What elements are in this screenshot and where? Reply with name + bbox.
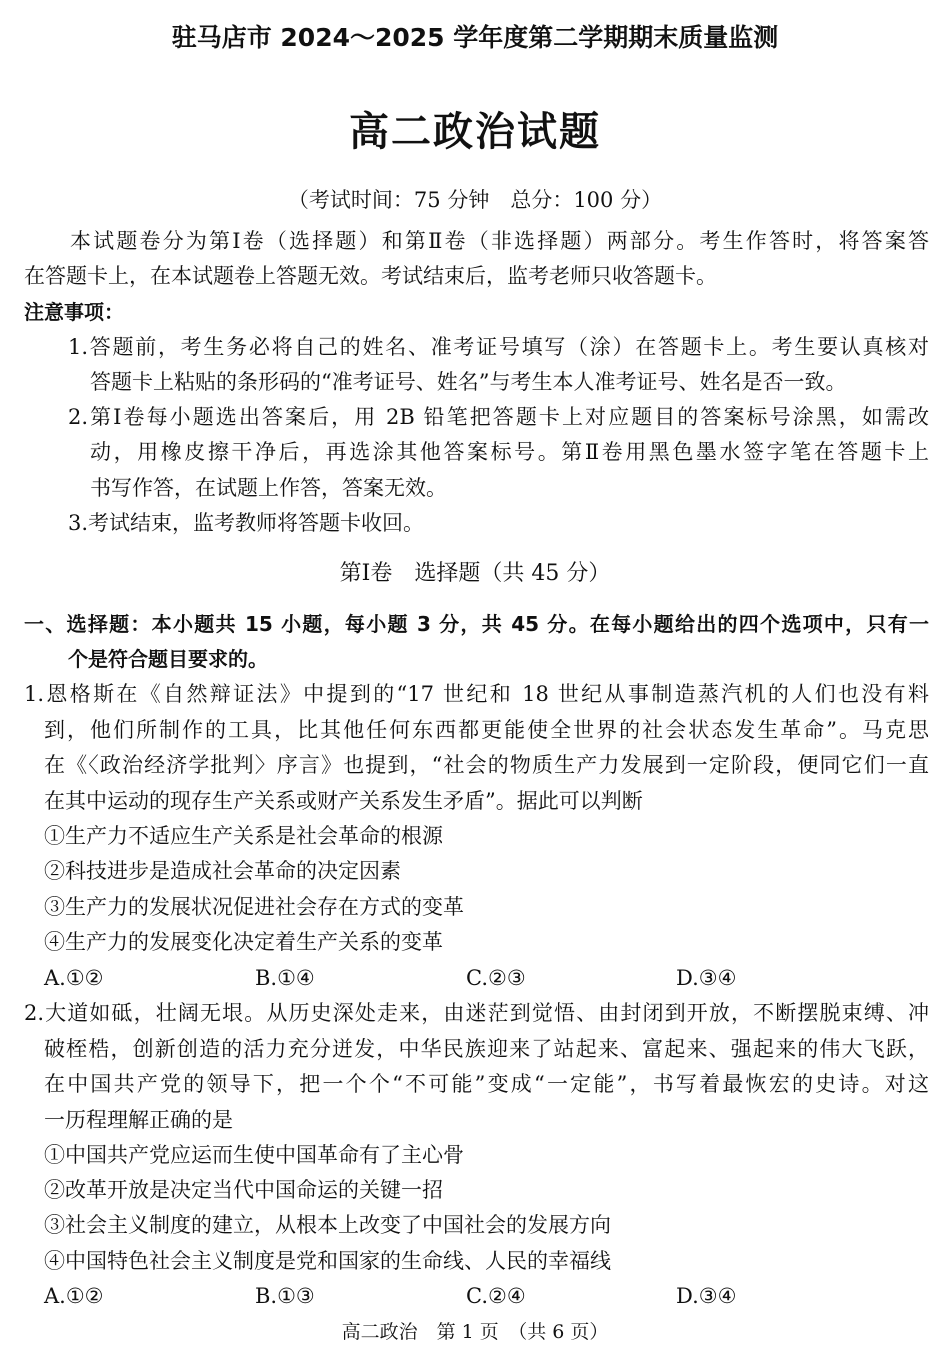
- section-heading: 第Ⅰ卷 选择题（共 45 分）: [339, 561, 611, 586]
- question-2-option-d[interactable]: D.③④: [676, 1284, 737, 1308]
- notes-heading: 注意事项：: [24, 300, 124, 324]
- question-1-statement-1: ①生产力不适应生产关系是社会革命的根源: [44, 824, 443, 848]
- section-instructions-line-2: 个是符合题目要求的。: [68, 647, 268, 671]
- note-1-line-1: 1.答题前，考生务必将自己的姓名、准考证号填写（涂）在答题卡上。考生要认真核对: [68, 335, 929, 359]
- question-1-option-d[interactable]: D.③④: [676, 966, 737, 990]
- question-2-option-a[interactable]: A.①②: [44, 1284, 104, 1308]
- question-2-option-b[interactable]: B.①③: [255, 1284, 315, 1308]
- page-title: 高二政治试题: [349, 109, 601, 155]
- note-2-line-2: 动，用橡皮擦干净后，再选涂其他答案标号。第Ⅱ卷用黑色墨水签字笔在答题卡上: [90, 440, 929, 464]
- question-1-stem-line-3: 在《〈政治经济学批判〉序言》也提到，“社会的物质生产力发展到一定阶段，便同它们一直: [44, 753, 929, 777]
- question-1-stem-line-1: 1.恩格斯在《自然辩证法》中提到的“17 世纪和 18 世纪从事制造蒸汽机的人们也没有料: [24, 682, 929, 706]
- question-1-statement-3: ③生产力的发展状况促进社会存在方式的变革: [44, 895, 464, 919]
- note-2-line-3: 书写作答，在试题上作答，答案无效。: [90, 476, 447, 500]
- note-2-line-1: 2.第Ⅰ卷每小题选出答案后，用 2B 铅笔把答题卡上对应题目的答案标号涂黑，如需改: [68, 405, 929, 429]
- question-1-statement-4: ④生产力的发展变化决定着生产关系的变革: [44, 930, 443, 954]
- exam-meta: （考试时间：75 分钟 总分：100 分）: [287, 188, 663, 212]
- question-1-option-a[interactable]: A.①②: [44, 966, 104, 990]
- section-instructions-line-1: 一、选择题：本小题共 15 小题，每小题 3 分，共 45 分。在每小题给出的四个选项中，只有一: [24, 612, 929, 636]
- intro-line-1: 本试题卷分为第Ⅰ卷（选择题）和第Ⅱ卷（非选择题）两部分。考生作答时，将答案答: [70, 229, 929, 253]
- question-1-statement-2: ②科技进步是造成社会革命的决定因素: [44, 859, 401, 883]
- intro-line-2: 在答题卡上，在本试题卷上答题无效。考试结束后，监考老师只收答题卡。: [24, 264, 717, 288]
- page-footer: 高二政治 第 1 页 （共 6 页）: [341, 1321, 609, 1343]
- question-1-stem-line-4: 在其中运动的现存生产关系或财产关系发生矛盾”。据此可以判断: [44, 789, 643, 813]
- question-2-statement-4: ④中国特色社会主义制度是党和国家的生命线、人民的幸福线: [44, 1249, 611, 1273]
- question-2-statement-3: ③社会主义制度的建立，从根本上改变了中国社会的发展方向: [44, 1213, 611, 1237]
- question-1-option-c[interactable]: C.②③: [466, 966, 526, 990]
- question-2-stem-line-1: 2.大道如砥，壮阔无垠。从历史深处走来，由迷茫到觉悟、由封闭到开放，不断摆脱束缚、冲: [24, 1001, 929, 1025]
- question-2-option-c[interactable]: C.②④: [466, 1284, 526, 1308]
- note-3: 3.考试结束，监考教师将答题卡收回。: [68, 511, 425, 535]
- question-2-stem-line-3: 在中国共产党的领导下，把一个个“不可能”变成“一定能”，书写着最恢宏的史诗。对这: [44, 1072, 929, 1096]
- exam-title: 驻马店市 2024～2025 学年度第二学期期末质量监测: [171, 23, 779, 52]
- question-1-stem-line-2: 到，他们所制作的工具，比其他任何东西都更能使全世界的社会状态发生革命”。马克思: [44, 718, 929, 742]
- question-2-stem-line-4: 一历程理解正确的是: [44, 1108, 233, 1132]
- question-1-option-b[interactable]: B.①④: [255, 966, 315, 990]
- note-1-line-2: 答题卡上粘贴的条形码的“准考证号、姓名”与考生本人准考证号、姓名是否一致。: [90, 370, 847, 394]
- question-2-statement-2: ②改革开放是决定当代中国命运的关键一招: [44, 1178, 443, 1202]
- question-2-stem-line-2: 破桎梏，创新创造的活力充分迸发，中华民族迎来了站起来、富起来、强起来的伟大飞跃，: [44, 1037, 929, 1061]
- question-2-statement-1: ①中国共产党应运而生使中国革命有了主心骨: [44, 1143, 464, 1167]
